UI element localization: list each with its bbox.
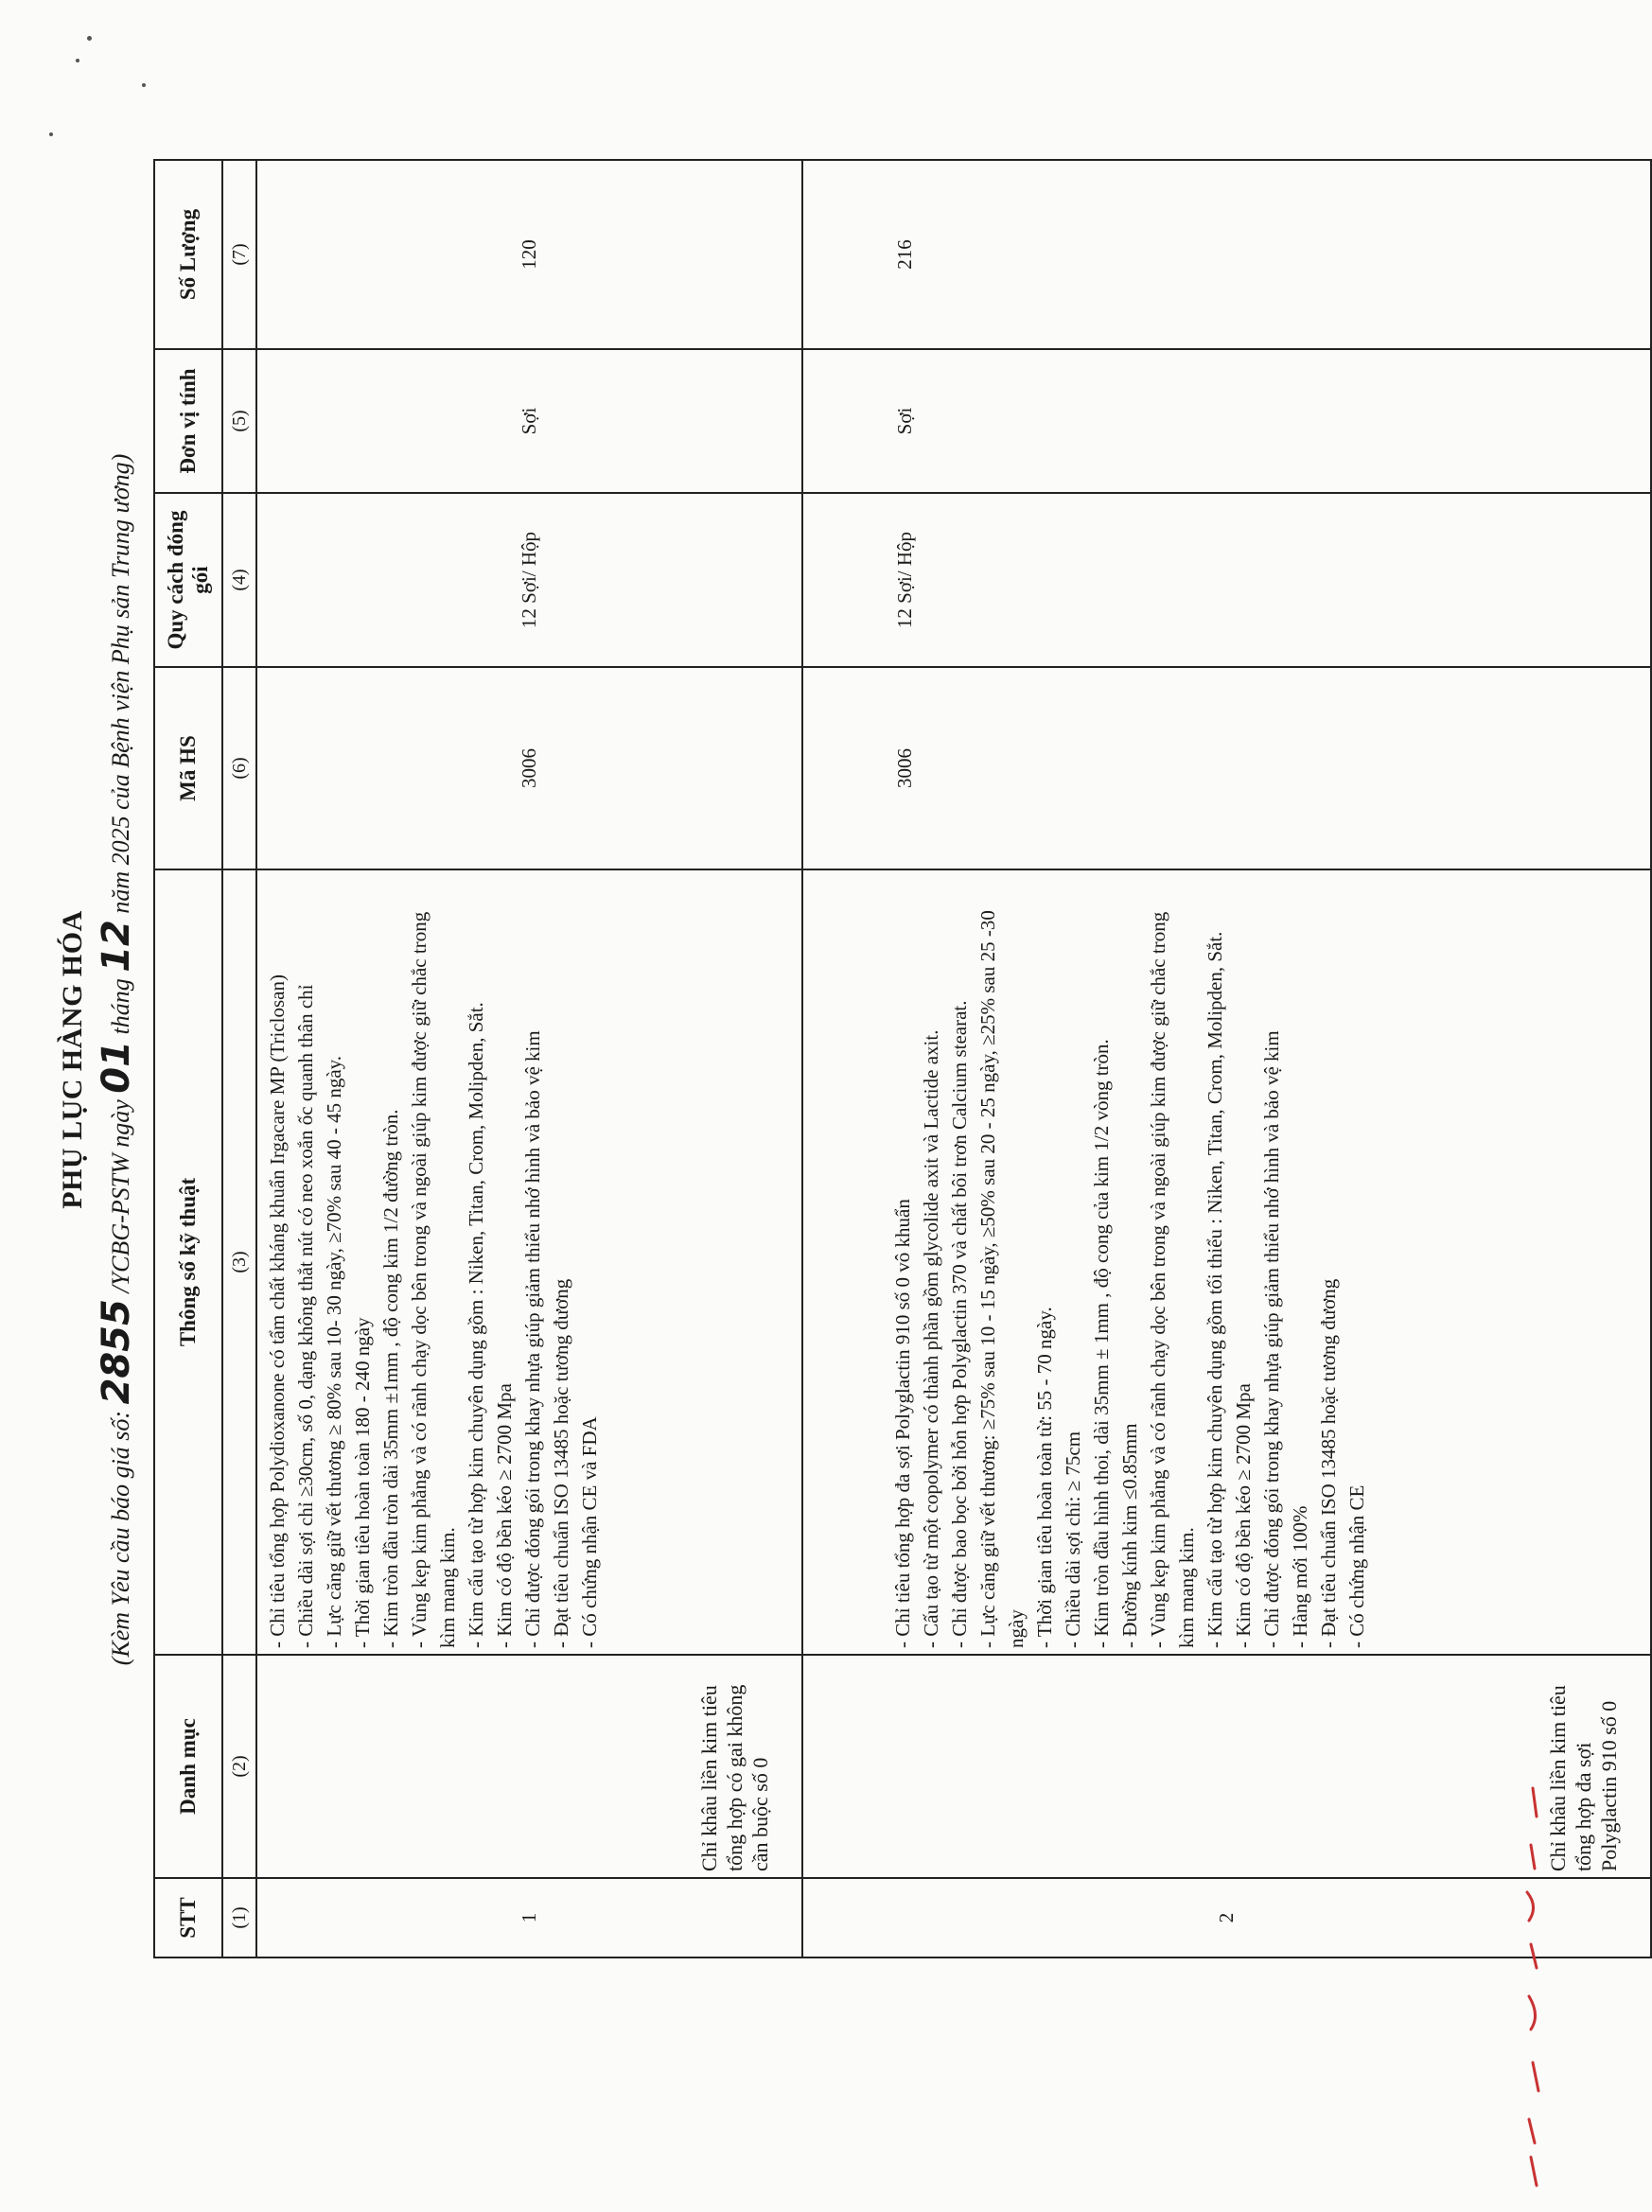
page-subtitle	[95, 85, 138, 2034]
spec-line: - Chỉ tiêu tổng hợp đa sợi Polyglactin 910 số 0 vô khuẩn	[891, 1199, 914, 1648]
row-quantity: 216	[802, 160, 1651, 349]
column-number-row	[222, 160, 256, 1957]
spec-line: - Đạt tiêu chuẩn ISO 13485 hoặc tương đương	[550, 1278, 572, 1648]
row-stt: 1	[256, 1878, 802, 1957]
row-hs-code: 3006	[256, 667, 802, 869]
row-hs-code: 3006	[802, 667, 1651, 869]
column-number: (3)	[222, 869, 256, 1655]
spec-line: - Đường kính kim ≤0.85mm	[1118, 1423, 1141, 1648]
row-unit: Sợi	[802, 349, 1651, 493]
goods-table	[153, 159, 1652, 1958]
red-handwritten-mark	[1514, 1779, 1552, 2195]
column-number: (7)	[222, 160, 256, 349]
row-category: Chỉ khâu liền kim tiêu tổng hợp đa sợi Polyglactin 910 số 0	[802, 1655, 1651, 1878]
subtitle-prefix: (Kèm Yêu cầu báo giá số:	[107, 1410, 134, 1666]
subtitle-middle-2: tháng	[107, 978, 134, 1035]
row-specs	[802, 869, 1651, 1655]
header-quantity: Số Lượng	[154, 160, 222, 349]
row-quantity: 120	[256, 160, 802, 349]
spec-line: - Cấu tạo từ một copolymer có thành phần gồm glycolide axit và Lactide axit.	[920, 1029, 942, 1648]
column-number: (1)	[222, 1878, 256, 1957]
spec-line: - Thời gian tiêu hoàn toàn 180 - 240 ngày	[351, 1317, 374, 1648]
row-stt: 2	[802, 1878, 1651, 1957]
scan-speck	[76, 59, 79, 62]
quote-month: 12	[95, 920, 138, 973]
spec-line: - Kim cấu tạo từ hợp kim chuyên dụng gồm : Niken, Titan, Crom, Molipden, Sắt.	[465, 1002, 487, 1648]
spec-line: - Lực căng giữ vết thương ≥ 80% sau 10- 30 ngày, ≥70% sau 40 - 45 ngày.	[323, 1055, 345, 1648]
header-stt: STT	[154, 1878, 222, 1957]
table-row	[802, 160, 1651, 1957]
scan-speck	[49, 132, 53, 136]
page-title: PHỤ LỤC HÀNG HÓA	[57, 910, 88, 1209]
spec-line: - Chỉ được bao bọc bởi hỗn hợp Polyglactin 370 và chất bôi trơn Calcium stearat.	[948, 1000, 971, 1648]
row-packaging: 12 Sợi/ Hộp	[256, 493, 802, 667]
header-hs-code: Mã HS	[154, 667, 222, 869]
spec-line: - Kim tròn đầu tròn dài 35mm ±1mm , độ cong kim 1/2 đường tròn.	[379, 1109, 402, 1648]
spec-line: - Chỉ được đóng gói trong khay nhựa giúp giảm thiểu nhớ hình và bảo vệ kim	[1260, 1030, 1283, 1648]
spec-line: - Kim cấu tạo từ hợp kim chuyên dụng gồm tối thiểu : Niken, Titan, Crom, Molipden, Sắt.	[1204, 931, 1226, 1648]
spec-line: - Kim có độ bền kéo ≥ 2700 Mpa	[1232, 1383, 1255, 1648]
spec-line: - Có chứng nhận CE	[1345, 1484, 1368, 1648]
spec-line: - Lực căng giữ vết thương: ≥75% sau 10 - 15 ngày, ≥50% sau 20 - 25 ngày, ≥25% sau 25 -30 ngày	[976, 910, 1028, 1648]
scan-speck	[87, 36, 92, 41]
header-unit: Đơn vị tính	[154, 349, 222, 493]
spec-line: - Kim có độ bền kéo ≥ 2700 Mpa	[493, 1383, 516, 1648]
spec-line: - Chiều dài sợi chỉ: ≥ 75cm	[1062, 1431, 1084, 1648]
spec-line: - Đạt tiêu chuẩn ISO 13485 hoặc tương đương	[1317, 1278, 1340, 1648]
column-number: (2)	[222, 1655, 256, 1878]
subtitle-middle-1: /YCBG-PSTW ngày	[107, 1099, 134, 1293]
row-packaging: 12 Sợi/ Hộp	[802, 493, 1651, 667]
column-number: (5)	[222, 349, 256, 493]
spec-line: - Vùng kẹp kim phẳng và có rãnh chạy dọc bên trong và ngoài giúp kim được giữ chắc trong kìm mang kim.	[1147, 911, 1198, 1648]
spec-line: - Chiều dài sợi chỉ ≥30cm, số 0, dạng không thắt nút có neo xoắn ốc quanh thân chỉ	[294, 984, 317, 1648]
column-number: (6)	[222, 667, 256, 869]
spec-line: - Chỉ được đóng gói trong khay nhựa giúp giảm thiểu nhớ hình và bảo vệ kim	[521, 1030, 544, 1648]
quote-request-number: 2855	[95, 1299, 138, 1405]
row-specs	[256, 869, 802, 1655]
rotated-document-page	[57, 85, 1621, 2034]
spec-line: - Kim tròn đầu hình thoi, dài 35mm ± 1mm , độ cong của kim 1/2 vòng tròn.	[1090, 1039, 1113, 1648]
spec-line: - Có chứng nhận CE và FDA	[578, 1416, 601, 1648]
spec-line: - Thời gian tiêu hoàn toàn từ: 55 - 70 ngày.	[1033, 1307, 1056, 1648]
header-category: Danh mục	[154, 1655, 222, 1878]
quote-day: 01	[95, 1041, 138, 1094]
column-number: (4)	[222, 493, 256, 667]
table-header-row	[154, 160, 222, 1957]
row-unit: Sợi	[256, 349, 802, 493]
header-packaging: Quy cách đóng gói	[154, 493, 222, 667]
spec-line: - Chỉ tiêu tổng hợp Polydioxanone có tẩm chất kháng khuẩn Irgacare MP (Triclosan)	[266, 974, 289, 1648]
header-specs: Thông số kỹ thuật	[154, 869, 222, 1655]
spec-line: - Hàng mới 100%	[1289, 1505, 1311, 1648]
spec-line: - Vùng kẹp kim phẳng và có rãnh chạy dọc bên trong và ngoài giúp kim được giữ chắc trong kìm mang kim.	[408, 911, 459, 1648]
row-category: Chỉ khâu liền kim tiêu tổng hợp có gai không cần buộc số 0	[256, 1655, 802, 1878]
subtitle-suffix: năm 2025 của Bệnh viện Phụ sản Trung ương)	[107, 453, 134, 914]
table-row	[256, 160, 802, 1957]
